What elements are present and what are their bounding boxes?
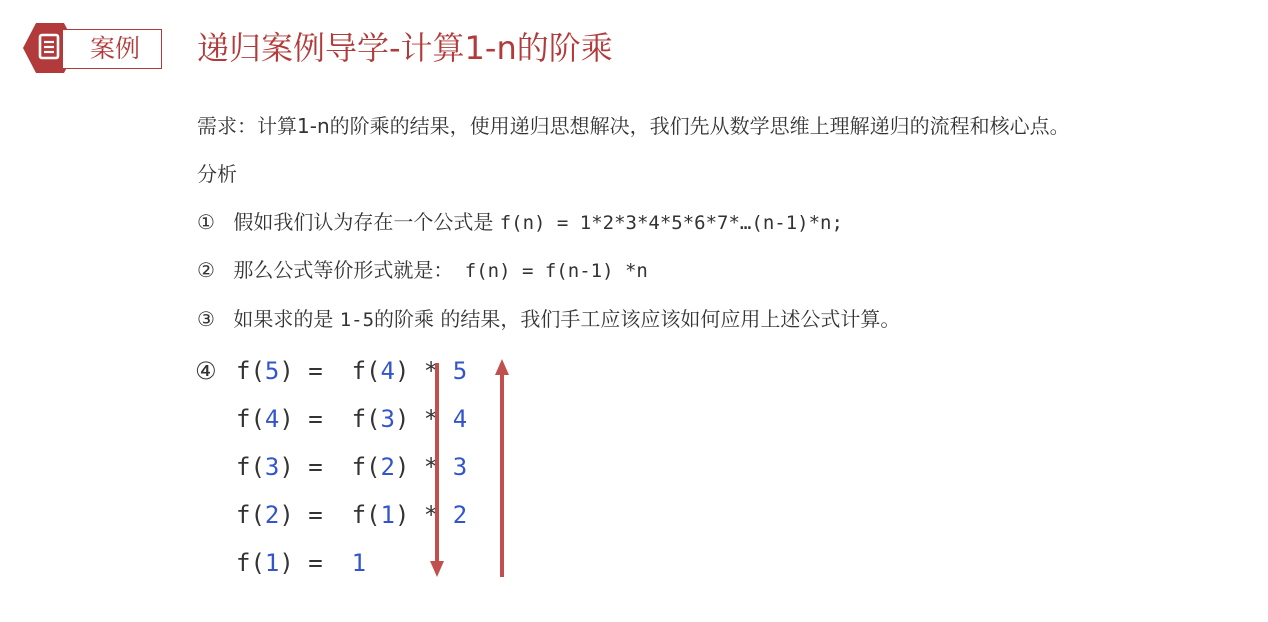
eq-lhs-close: ) xyxy=(279,405,294,433)
step-1 xyxy=(197,207,843,238)
recursion-arrows xyxy=(420,355,520,585)
eq-lhs-f: f( xyxy=(236,549,265,577)
up-arrow xyxy=(495,359,509,577)
page-title: 递归案例导学-计算1-n的阶乘 xyxy=(197,29,613,67)
eq-sign: = xyxy=(293,453,352,481)
eq-lhs-close: ) xyxy=(279,453,294,481)
eq-lhs-f: f( xyxy=(236,357,265,385)
eq-lhs-n: 5 xyxy=(264,357,280,385)
eq-mult: 2 xyxy=(452,501,468,529)
eq-sign: = xyxy=(293,549,352,577)
eq-rhs-f: f( xyxy=(351,453,381,481)
eq-mult: 4 xyxy=(452,405,468,433)
equation-row xyxy=(236,547,366,579)
eq-rhs-close: ) xyxy=(394,357,410,385)
step-1-formula: f(n) = 1*2*3*4*5*6*7*…(n-1)*n; xyxy=(499,212,843,234)
eq-sign: = xyxy=(293,501,352,529)
eq-rhs-f: f( xyxy=(351,357,381,385)
step-3-marker: ③ xyxy=(197,307,215,331)
eq-sign: = xyxy=(293,405,352,433)
eq-op: * xyxy=(409,357,453,385)
eq-lhs-f: f( xyxy=(236,405,265,433)
down-arrow xyxy=(430,363,444,577)
badge-label: 案例 xyxy=(90,34,141,63)
eq-lhs-n: 1 xyxy=(264,549,280,577)
step-2-text: 那么公式等价形式就是： xyxy=(233,258,454,282)
eq-rhs-f: f( xyxy=(351,501,381,529)
eq-result: 1 xyxy=(351,549,367,577)
analysis-label: 分析 xyxy=(197,162,237,186)
eq-lhs-n: 4 xyxy=(264,405,280,433)
eq-mult: 3 xyxy=(452,453,468,481)
step-1-text: 假如我们认为存在一个公式是 xyxy=(233,210,500,234)
eq-sign: = xyxy=(293,357,352,385)
eq-lhs-close: ) xyxy=(279,357,294,385)
eq-lhs-close: ) xyxy=(279,501,294,529)
step-2-marker: ② xyxy=(197,258,215,282)
eq-lhs-close: ) xyxy=(279,549,294,577)
step-3-range: 1-5 xyxy=(339,309,375,331)
eq-rhs-f: f( xyxy=(351,405,381,433)
eq-rhs-close: ) xyxy=(394,405,410,433)
section-badge xyxy=(22,22,164,72)
eq-rhs-n: 1 xyxy=(380,501,395,529)
eq-op: * xyxy=(409,405,453,433)
step-3 xyxy=(197,304,900,335)
step-3-text-2: 的阶乘 的结果，我们手工应该应该如何应用上述公式计算。 xyxy=(374,307,901,331)
eq-rhs-close: ) xyxy=(394,501,410,529)
eq-lhs-n: 3 xyxy=(264,453,280,481)
requirement-text: 需求：计算1-n的阶乘的结果，使用递归思想解决，我们先从数学思维上理解递归的流程和核心点。 xyxy=(197,114,1070,138)
eq-rhs-n: 4 xyxy=(380,357,395,385)
eq-lhs-f: f( xyxy=(236,501,265,529)
eq-rhs-n: 2 xyxy=(380,453,395,481)
step-3-text: 如果求的是 xyxy=(233,307,340,331)
eq-op: * xyxy=(409,453,453,481)
step-4-marker: ④ xyxy=(195,357,217,385)
eq-lhs-f: f( xyxy=(236,453,265,481)
eq-op: * xyxy=(409,501,453,529)
eq-lhs-n: 2 xyxy=(264,501,280,529)
step-1-marker: ① xyxy=(197,210,215,234)
eq-rhs-close: ) xyxy=(394,453,410,481)
step-2-formula: f(n) = f(n-1) *n xyxy=(453,260,648,282)
step-2 xyxy=(197,255,648,286)
eq-mult: 5 xyxy=(452,357,468,385)
eq-rhs-n: 3 xyxy=(380,405,395,433)
